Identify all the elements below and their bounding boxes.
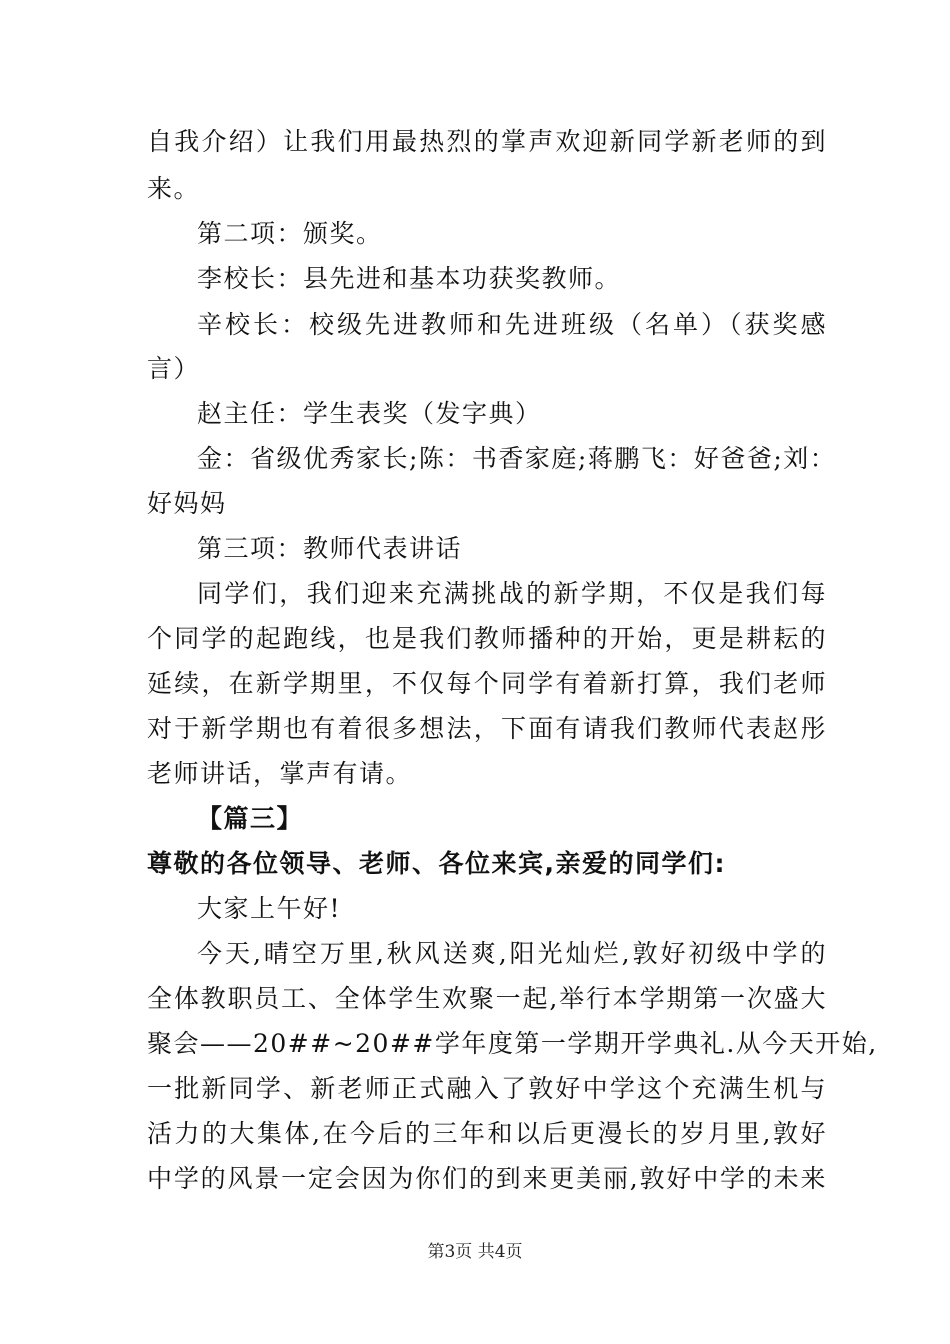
text-line: 今天,晴空万里,秋风送爽,阳光灿烂,敦好初级中学的 [197,939,827,968]
greeting: 大家上午好! [197,894,342,923]
text-line: 李校长：县先进和基本功获奖教师。 [197,264,622,293]
text-line: 个同学的起跑线，也是我们教师播种的开始，更是耕耘的 [147,624,827,653]
salutation: 尊敬的各位领导、老师、各位来宾,亲爱的同学们: [147,849,726,878]
text-line: 聚会——20##~20##学年度第一学期开学典礼.从今天开始, [147,1029,878,1058]
text-line: 金：省级优秀家长;陈：书香家庭;蒋鹏飞：好爸爸;刘： [197,444,837,473]
text-line: 对于新学期也有着很多想法，下面有请我们教师代表赵彤 [147,714,827,743]
text-line: 延续，在新学期里，不仅每个同学有着新打算，我们老师 [147,669,827,698]
section-heading: 第三项：教师代表讲话 [197,534,463,563]
text-line: 辛校长：校级先进教师和先进班级（名单）（获奖感 [197,310,827,339]
text-line: 活力的大集体,在今后的三年和以后更漫长的岁月里,敦好 [147,1119,827,1148]
chapter-heading: 【篇三】 [197,804,304,833]
text-line: 同学们，我们迎来充满挑战的新学期，不仅是我们每 [197,579,827,608]
text-line: 一批新同学、新老师正式融入了敦好中学这个充满生机与 [147,1074,827,1103]
text-line: 全体教职员工、全体学生欢聚一起,举行本学期第一次盛大 [147,984,827,1013]
section-heading: 第二项：颁奖。 [197,219,383,248]
text-line: 中学的风景一定会因为你们的到来更美丽,敦好中学的未来 [147,1164,827,1193]
text-line: 来。 [147,174,201,203]
text-line: 好妈妈 [147,489,227,518]
text-line: 自我介绍）让我们用最热烈的掌声欢迎新同学新老师的到 [147,127,827,156]
page-number-footer: 第3页 共4页 [427,1242,523,1262]
text-line: 言） [147,354,201,383]
text-line: 赵主任：学生表奖（发字典） [197,399,542,428]
text-line: 老师讲话，掌声有请。 [147,759,413,788]
